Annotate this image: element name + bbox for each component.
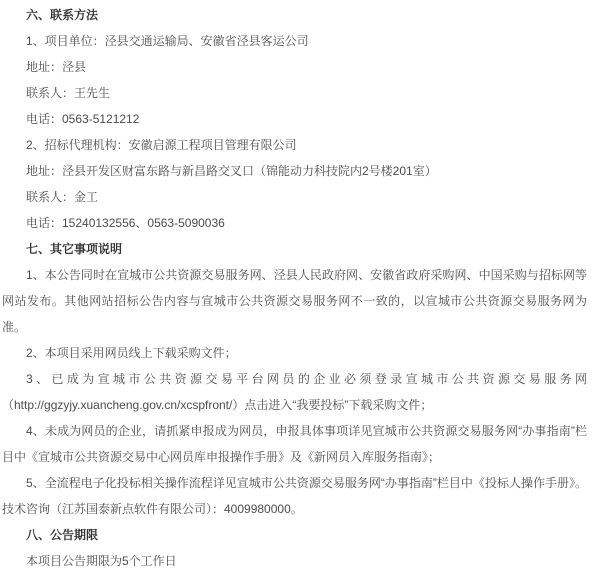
- paragraph: 联系人：金工: [26, 190, 99, 204]
- paragraph: 5、全流程电子化投标相关操作流程详见宣城市公共资源交易服务网“办事指南”栏目中《投标人操作手册》。技术咨询（江苏国泰新点软件有限公司）：4009980000。: [2, 476, 587, 516]
- section-heading: 七、其它事项说明: [26, 242, 123, 256]
- paragraph: 2、招标代理机构：安徽启源工程项目管理有限公司: [26, 138, 297, 152]
- section-contact-method: [2, 2, 587, 236]
- paragraph: 本项目公告期限为5个工作日: [26, 554, 177, 568]
- paragraph: 地址：泾县开发区财富东路与新昌路交叉口（锦能动力科技院内2号楼201室）: [26, 164, 437, 178]
- paragraph: 1、本公告同时在宣城市公共资源交易服务网、泾县人民政府网、安徽省政府采购网、中国采购与招标网等网站发布。其他网站招标公告内容与宣城市公共资源交易服务网不一致的，以宣城市公共资源交易服务网为准。: [2, 268, 587, 334]
- section-other-notes: [2, 236, 587, 522]
- paragraph: 地址：泾县: [26, 60, 87, 74]
- section-heading: 八、公告期限: [26, 528, 99, 542]
- paragraph: 2、本项目采用网员线上下载采购文件；: [26, 346, 237, 360]
- paragraph: 1、项目单位：泾县交通运输局、安徽省泾县客运公司: [26, 34, 309, 48]
- paragraph: 3、已成为宣城市公共资源交易平台网员的企业必须登录宣城市公共资源交易服务网（http://ggzyjy.xuancheng.gov.cn/xcspfront/）点击进入“我要投标”下载采购文件；: [2, 372, 587, 412]
- paragraph: 电话：15240132556、0563-5090036: [26, 216, 225, 230]
- paragraph: 电话：0563-5121212: [26, 112, 140, 126]
- paragraph: 联系人：王先生: [26, 86, 111, 100]
- section-announcement-period: [2, 522, 587, 574]
- section-heading: 六、联系方法: [26, 8, 99, 22]
- paragraph: 4、未成为网员的企业，请抓紧申报成为网员，申报具体事项详见宣城市公共资源交易服务网“办事指南”栏目中《宣城市公共资源交易中心网员库申报操作手册》及《新网员入库服务指南》；: [2, 424, 587, 464]
